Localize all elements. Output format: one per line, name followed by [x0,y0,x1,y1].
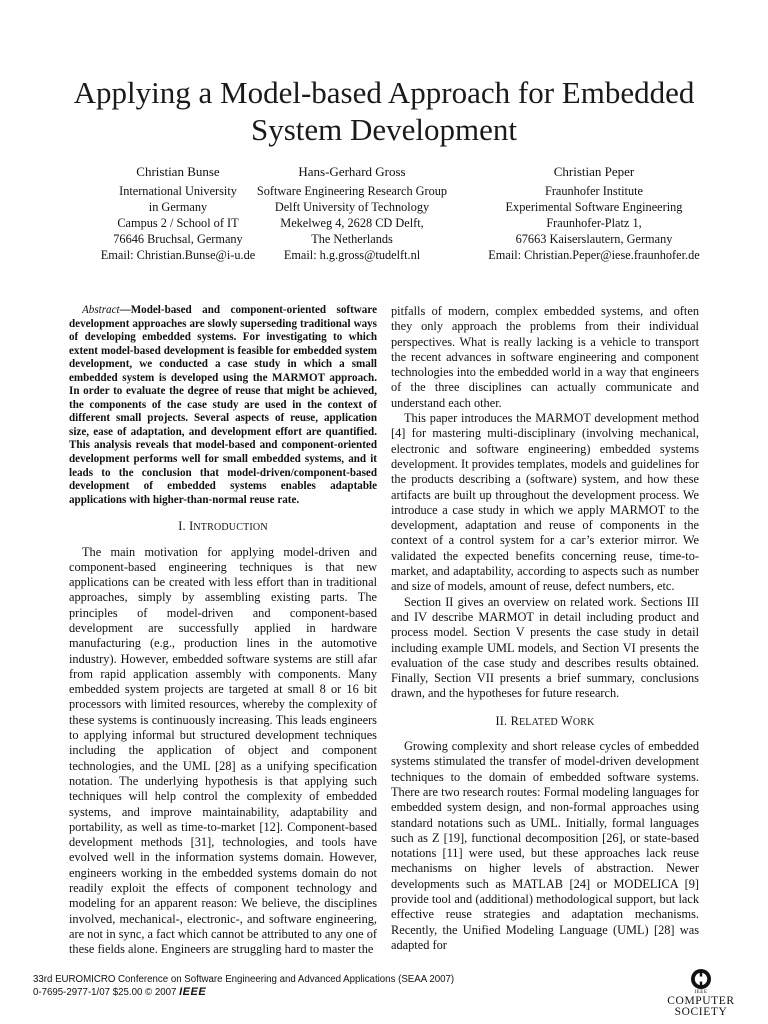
section-title-initial: R [510,713,519,728]
author-address: Fraunhofer-Platz 1, [546,216,642,230]
author-block-gross [246,164,458,263]
left-column [69,304,377,958]
ieee-logo-text: IEEE [179,986,207,998]
abstract-text: —Model-based and component-oriented software development approaches are slowly superseding traditional ways of developing embedded systems. For investigating to which extent model-based development is feasible for embedded system development, we conducted a case study in which a small embedded system is developed using the MARMOT approach. In order to evaluate the degree of reuse that might be achieved, the components of the case study are used in the context of different small projects. Several aspects of reuse, application size, ease of adaptation, and development effort are quantified. This analysis reveals that model-based and component-oriented development performs well for small embedded systems, and it leads to the conclusion that model-driven/component-based development of embedded systems enables adaptable applications with higher-than-normal reuse rate. [69,304,377,506]
isbn-line [33,986,454,999]
title-line-2: System Development [250,112,518,147]
author-address: The Netherlands [311,232,393,246]
section-heading-related-work [391,714,699,730]
title-line-1: Applying a Model-based Approach for Embedded [73,75,695,110]
paper-title [40,74,728,148]
author-block-peper [460,164,728,263]
footer-citation [33,974,454,999]
marmot-paragraph: This paper introduces the MARMOT development method [4] for mastering multi-disciplinary (involving mechanical, electronic and software engineering) embedded systems development. It provides templates, models and guidelines for the products describing a (software) system, and how these artifacts are built up throughout the development process. We introduce a case study in which we apply MARMOT to the development, adaptation and reuse of components in the context of a control system for a car’s exterior mirror. We validated the expected benefits concerning reuse, time-to-market, and adaptability, according to aspects such as number and size of models, amount of reuse, defect numbers, etc. [391,411,699,594]
logo-small-text: IEEE [694,990,708,995]
author-name: Christian Peper [553,164,635,179]
isbn-text: 0-7695-2977-1/07 $25.00 © 2007 [33,987,180,998]
author-name: Christian Bunse [136,164,220,179]
author-affiliation: Software Engineering Research Group [256,184,448,198]
related-work-paragraph: Growing complexity and short release cycles of embedded systems stimulated the transfer of model-driven development techniques to the domain of embedded software systems. There are two research routes: Formal modeling languages for embedded system design, and non-formal approaches using standard notations such as UML. Initially, formal languages such as Z [19], functional decomposition [26], or state-based notations [11] were used, but these approaches lack reuse mechanisms on higher levels of abstraction. Newer developments such as MATLAB [24] or MODELICA [9] provide tool and (additional) methodological support, but lack effective reuse strategies and adaptation mechanisms. Recently, the Unified Modeling Language (UML) [28] was adapted for [391,739,699,952]
section-title-initial: W [561,713,573,728]
author-address: 67663 Kaiserslautern, Germany [515,232,673,246]
outline-paragraph: Section II gives an overview on related work. Sections III and IV describe MARMOT in detail including product and process model. Section V presents the case study in detail including example UML models, and Section VI presents the evaluation of the case study and describes results obtained. Finally, Section VII presents a brief summary, conclusions drawn, and the hypotheses for future research. [391,594,699,701]
section-title-rest: NTRODUCTION [193,522,268,534]
section-heading-introduction [69,519,377,535]
author-affiliation: Experimental Software Engineering [505,200,683,214]
section-title-rest: ORK [572,716,595,728]
author-address: Campus 2 / School of IT [117,216,239,230]
author-name: Hans-Gerhard Gross [298,164,406,179]
section-title-rest: ELATED [519,716,558,728]
logo-line-1: COMPUTER [667,995,735,1007]
author-email: Email: Christian.Peper@iese.fraunhofer.de [488,248,700,262]
author-address: 76646 Bruchsal, Germany [113,232,243,246]
abstract [69,304,377,507]
right-column [391,304,699,953]
computer-society-logo [662,968,740,1018]
intro-paragraph: The main motivation for applying model-driven and component-based engineering techniques is that new applications can be created with less effort than in traditional approaches, simply by assembling existing parts. The principles of model-driven and component-based development are successfully applied in hardware manufacturing (e.g., production lines in the automotive industry). However, embedded software systems are still afar from rapid application assembly with components. Many embedded system projects are targeted at small 8 or 16 bit processors with limited resources, whereby the complexity of these systems is continuously increasing. This leads engineers to applying informal but structured development techniques including the application of object and component technologies, and the UML [28] as a unifying specification notation. The underlying hypothesis is that applying such techniques will help control the complexity of embedded systems, and improve maintainability, adaptability and portability, as well as time-to-market [12]. Component-based development methods [31], technologies, and tools have evolved well in the information systems domain. However, engineers working in the embedded systems domain do not readily exploit the effects of component technology and modeling for an apparent reason: We believe, the disciplines involved, mechanical-, electronic-, and software engineering, are not in sync, a fact which cannot be attributed to any one of these fields alone. Engineers are struggling hard to master the [69,544,377,957]
author-address: Mekelweg 4, 2628 CD Delft, [280,216,424,230]
author-affiliation: International University [119,184,237,198]
author-affiliation: Fraunhofer Institute [544,184,643,198]
logo-line-2: SOCIETY [674,1006,728,1018]
section-title-initial: I [189,519,194,534]
author-affiliation: in Germany [148,200,208,214]
abstract-label: Abstract [82,304,120,316]
author-affiliation: Delft University of Technology [274,200,430,214]
section-number: II. [495,713,508,728]
author-email: Email: h.g.gross@tudelft.nl [283,248,421,262]
continued-paragraph: pitfalls of modern, complex embedded systems, and often they only approach the problems from their individual perspectives. What is really lacking is a vehicle to transport the recent advances in software engineering and component technologies into the embedded world in a way that engineers of the three disciplines can actually communicate and understand each other. [391,304,699,410]
section-number: I. [178,519,186,534]
author-email: Email: Christian.Bunse@i-u.de [100,248,256,262]
conference-line: 33rd EUROMICRO Conference on Software Engineering and Advanced Applications (SEAA 2007) [33,974,455,985]
computer-society-icon [690,968,712,990]
